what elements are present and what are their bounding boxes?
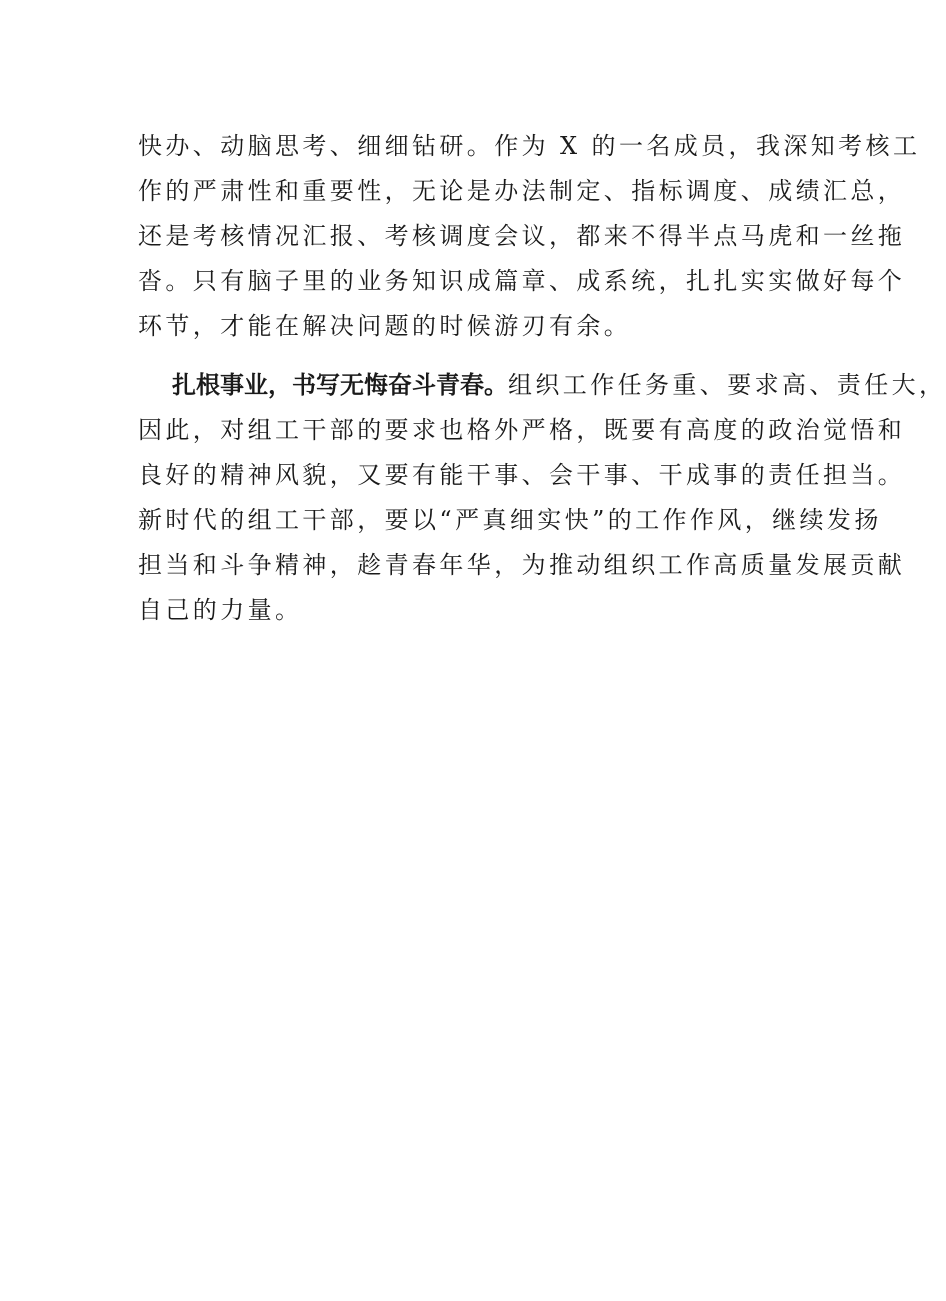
paragraph-line: 因此，对组工干部的要求也格外严格，既要有高度的政治觉悟和 bbox=[138, 416, 906, 444]
paragraph-line: 新时代的组工干部，要以“严真细实快”的工作作风，继续发扬 bbox=[138, 506, 882, 534]
document-body bbox=[138, 124, 946, 633]
paragraph-2 bbox=[138, 363, 946, 633]
paragraph-first-line-text: 组织工作任务重、要求高、责任大， bbox=[508, 371, 946, 399]
paragraph-line: 环节，才能在解决问题的时候游刃有余。 bbox=[138, 312, 632, 340]
paragraph-lead-heading: 扎根事业，书写无悔奋斗青春。 bbox=[172, 371, 508, 399]
paragraph-line: 担当和斗争精神，趁青春年华，为推动组织工作高质量发展贡献 bbox=[138, 551, 906, 579]
paragraph-line: 作的严肃性和重要性，无论是办法制定、指标调度、成绩汇总， bbox=[138, 177, 906, 205]
paragraph-line: 沓。只有脑子里的业务知识成篇章、成系统，扎扎实实做好每个 bbox=[138, 267, 906, 295]
paragraph-1 bbox=[138, 124, 921, 349]
paragraph-line: 还是考核情况汇报、考核调度会议，都来不得半点马虎和一丝拖 bbox=[138, 222, 906, 250]
paragraph-line: 快办、动脑思考、细细钻研。作为 X 的一名成员，我深知考核工 bbox=[138, 132, 921, 160]
paragraph-line: 良好的精神风貌，又要有能干事、会干事、干成事的责任担当。 bbox=[138, 461, 906, 489]
paragraph-line: 自己的力量。 bbox=[138, 596, 303, 624]
paragraph-first-line bbox=[138, 363, 946, 408]
